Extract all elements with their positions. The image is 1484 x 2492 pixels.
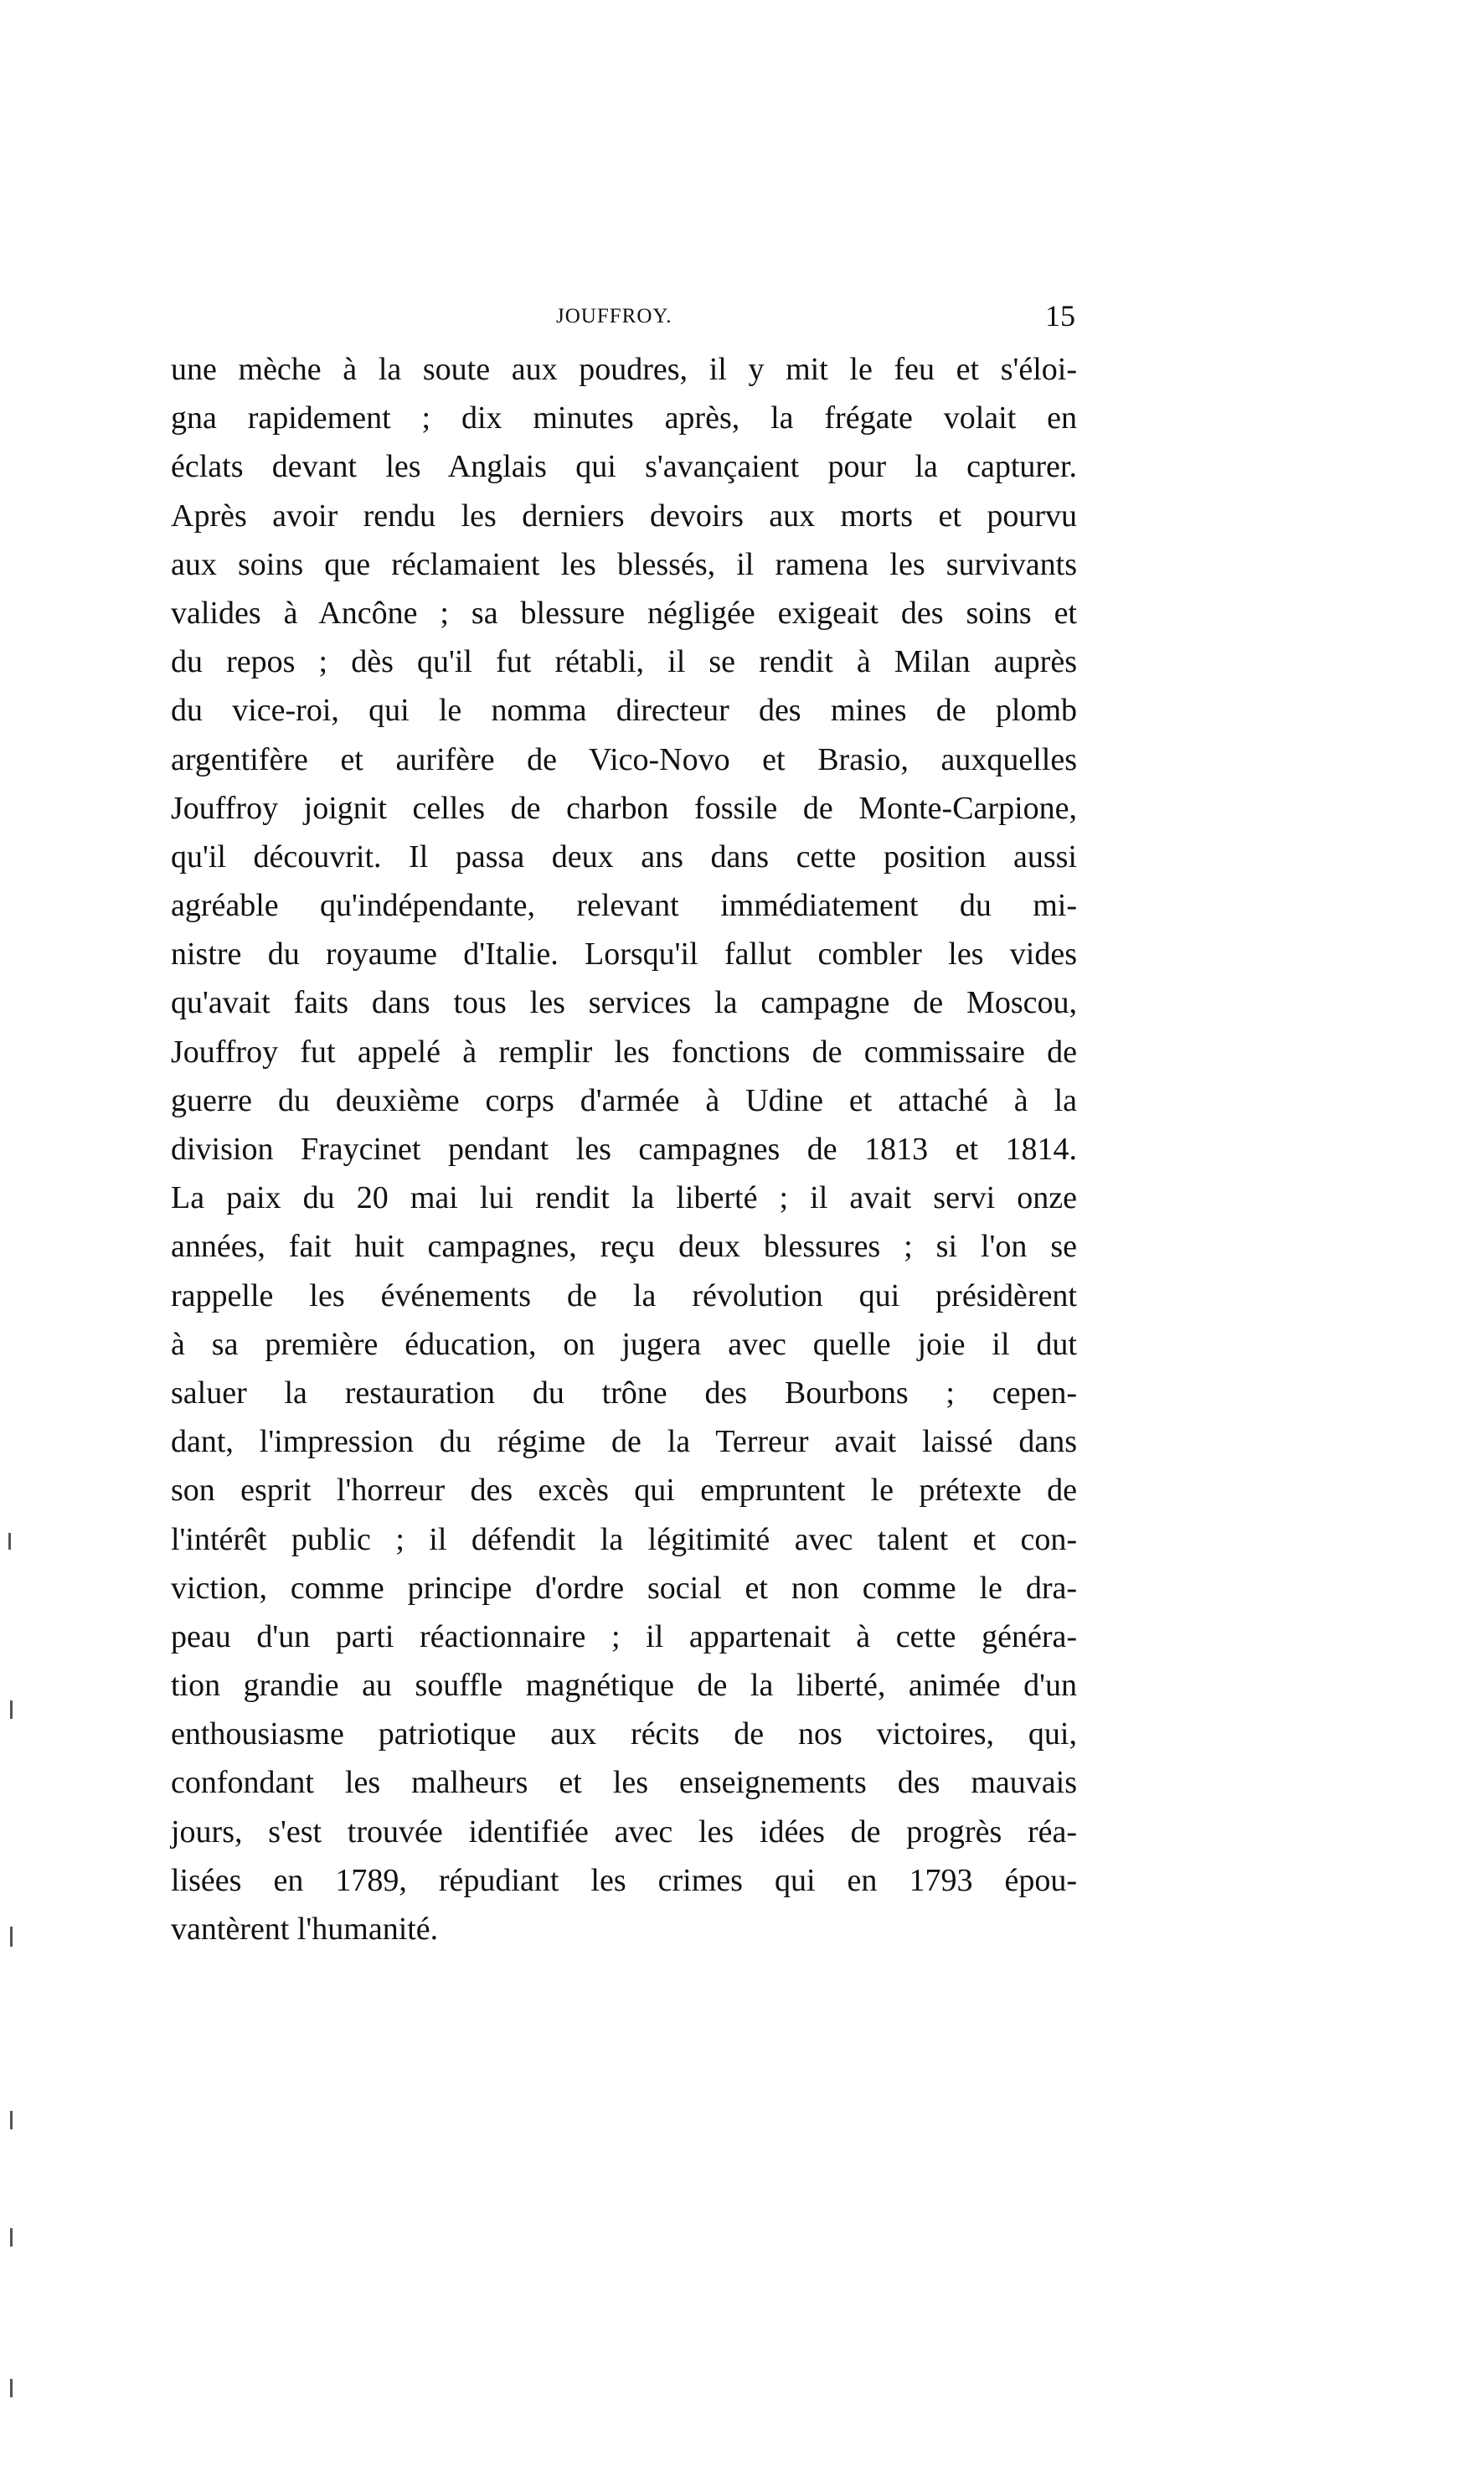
text-line: Jouffroy joignit celles de charbon fossile de Monte-Carpione, <box>171 790 1077 826</box>
text-line: aux soins que réclamaient les blessés, il ramena les survivants <box>171 546 1077 582</box>
text-line: du repos ; dès qu'il fut rétabli, il se rendit à Milan auprès <box>171 644 1077 680</box>
text-line: rappelle les événements de la révolution qui présidèrent <box>171 1277 1077 1313</box>
text-line: lisées en 1789, répudiant les crimes qui en 1793 épou- <box>171 1862 1077 1898</box>
text-line: nistre du royaume d'Italie. Lorsqu'il fallut combler les vides <box>171 936 1077 973</box>
text-line: jours, s'est trouvée identifiée avec les idées de progrès réa- <box>171 1814 1077 1850</box>
text-line: éclats devant les Anglais qui s'avançaient pour la capturer. <box>171 449 1077 485</box>
text-line: années, fait huit campagnes, reçu deux blessures ; si l'on se <box>171 1229 1077 1265</box>
scan-artifact <box>10 2228 13 2247</box>
text-line: viction, comme principe d'ordre social et non comme le dra- <box>171 1570 1077 1606</box>
text-line: du vice-roi, qui le nomma directeur des mines de plomb <box>171 693 1077 729</box>
body-text <box>171 345 1077 1953</box>
scan-artifact <box>10 2111 13 2129</box>
text-line: vantèrent l'humanité. <box>171 1912 439 1947</box>
text-line: argentifère et aurifère de Vico-Novo et Brasio, auxquelles <box>171 741 1077 777</box>
scan-artifact <box>10 2379 13 2397</box>
text-line: dant, l'impression du régime de la Terreur avait laissé dans <box>171 1424 1077 1460</box>
page-number: 15 <box>1045 299 1075 333</box>
text-line: qu'il découvrit. Il passa deux ans dans cette position aussi <box>171 838 1077 875</box>
text-line: saluer la restauration du trône des Bourbons ; cepen- <box>171 1375 1077 1411</box>
text-line: guerre du deuxième corps d'armée à Udine et attaché à la <box>171 1082 1077 1118</box>
text-line: à sa première éducation, on jugera avec quelle joie il dut <box>171 1326 1077 1362</box>
text-line: Jouffroy fut appelé à remplir les fonctions de commissaire de <box>171 1034 1077 1070</box>
running-head <box>171 299 1077 335</box>
text-line: enthousiasme patriotique aux récits de nos victoires, qui, <box>171 1716 1077 1752</box>
text-line: une mèche à la soute aux poudres, il y mit le feu et s'éloi- <box>171 352 1077 387</box>
text-line: agréable qu'indépendante, relevant immédiatement du mi- <box>171 888 1077 924</box>
scan-artifact <box>10 1700 13 1719</box>
running-head-title: JOUFFROY. <box>556 305 672 328</box>
scan-artifact <box>10 1927 13 1947</box>
text-line: La paix du 20 mai lui rendit la liberté ; il avait servi onze <box>171 1180 1077 1216</box>
text-line: Après avoir rendu les derniers devoirs aux morts et pourvu <box>171 498 1077 534</box>
text-line: tion grandie au souffle magnétique de la liberté, animée d'un <box>171 1668 1077 1704</box>
text-line: son esprit l'horreur des excès qui empruntent le prétexte de <box>171 1473 1077 1509</box>
text-line: division Fraycinet pendant les campagnes de 1813 et 1814. <box>171 1132 1077 1167</box>
text-line: l'intérêt public ; il défendit la légitimité avec talent et con- <box>171 1521 1077 1557</box>
text-line: qu'avait faits dans tous les services la campagne de Moscou, <box>171 985 1077 1021</box>
text-line: gna rapidement ; dix minutes après, la frégate volait en <box>171 400 1077 436</box>
scan-artifact <box>8 1533 11 1550</box>
text-line: peau d'un parti réactionnaire ; il appartenait à cette généra- <box>171 1618 1077 1654</box>
text-line: confondant les malheurs et les enseignements des mauvais <box>171 1765 1077 1801</box>
text-line: valides à Ancône ; sa blessure négligée exigeait des soins et <box>171 595 1077 631</box>
